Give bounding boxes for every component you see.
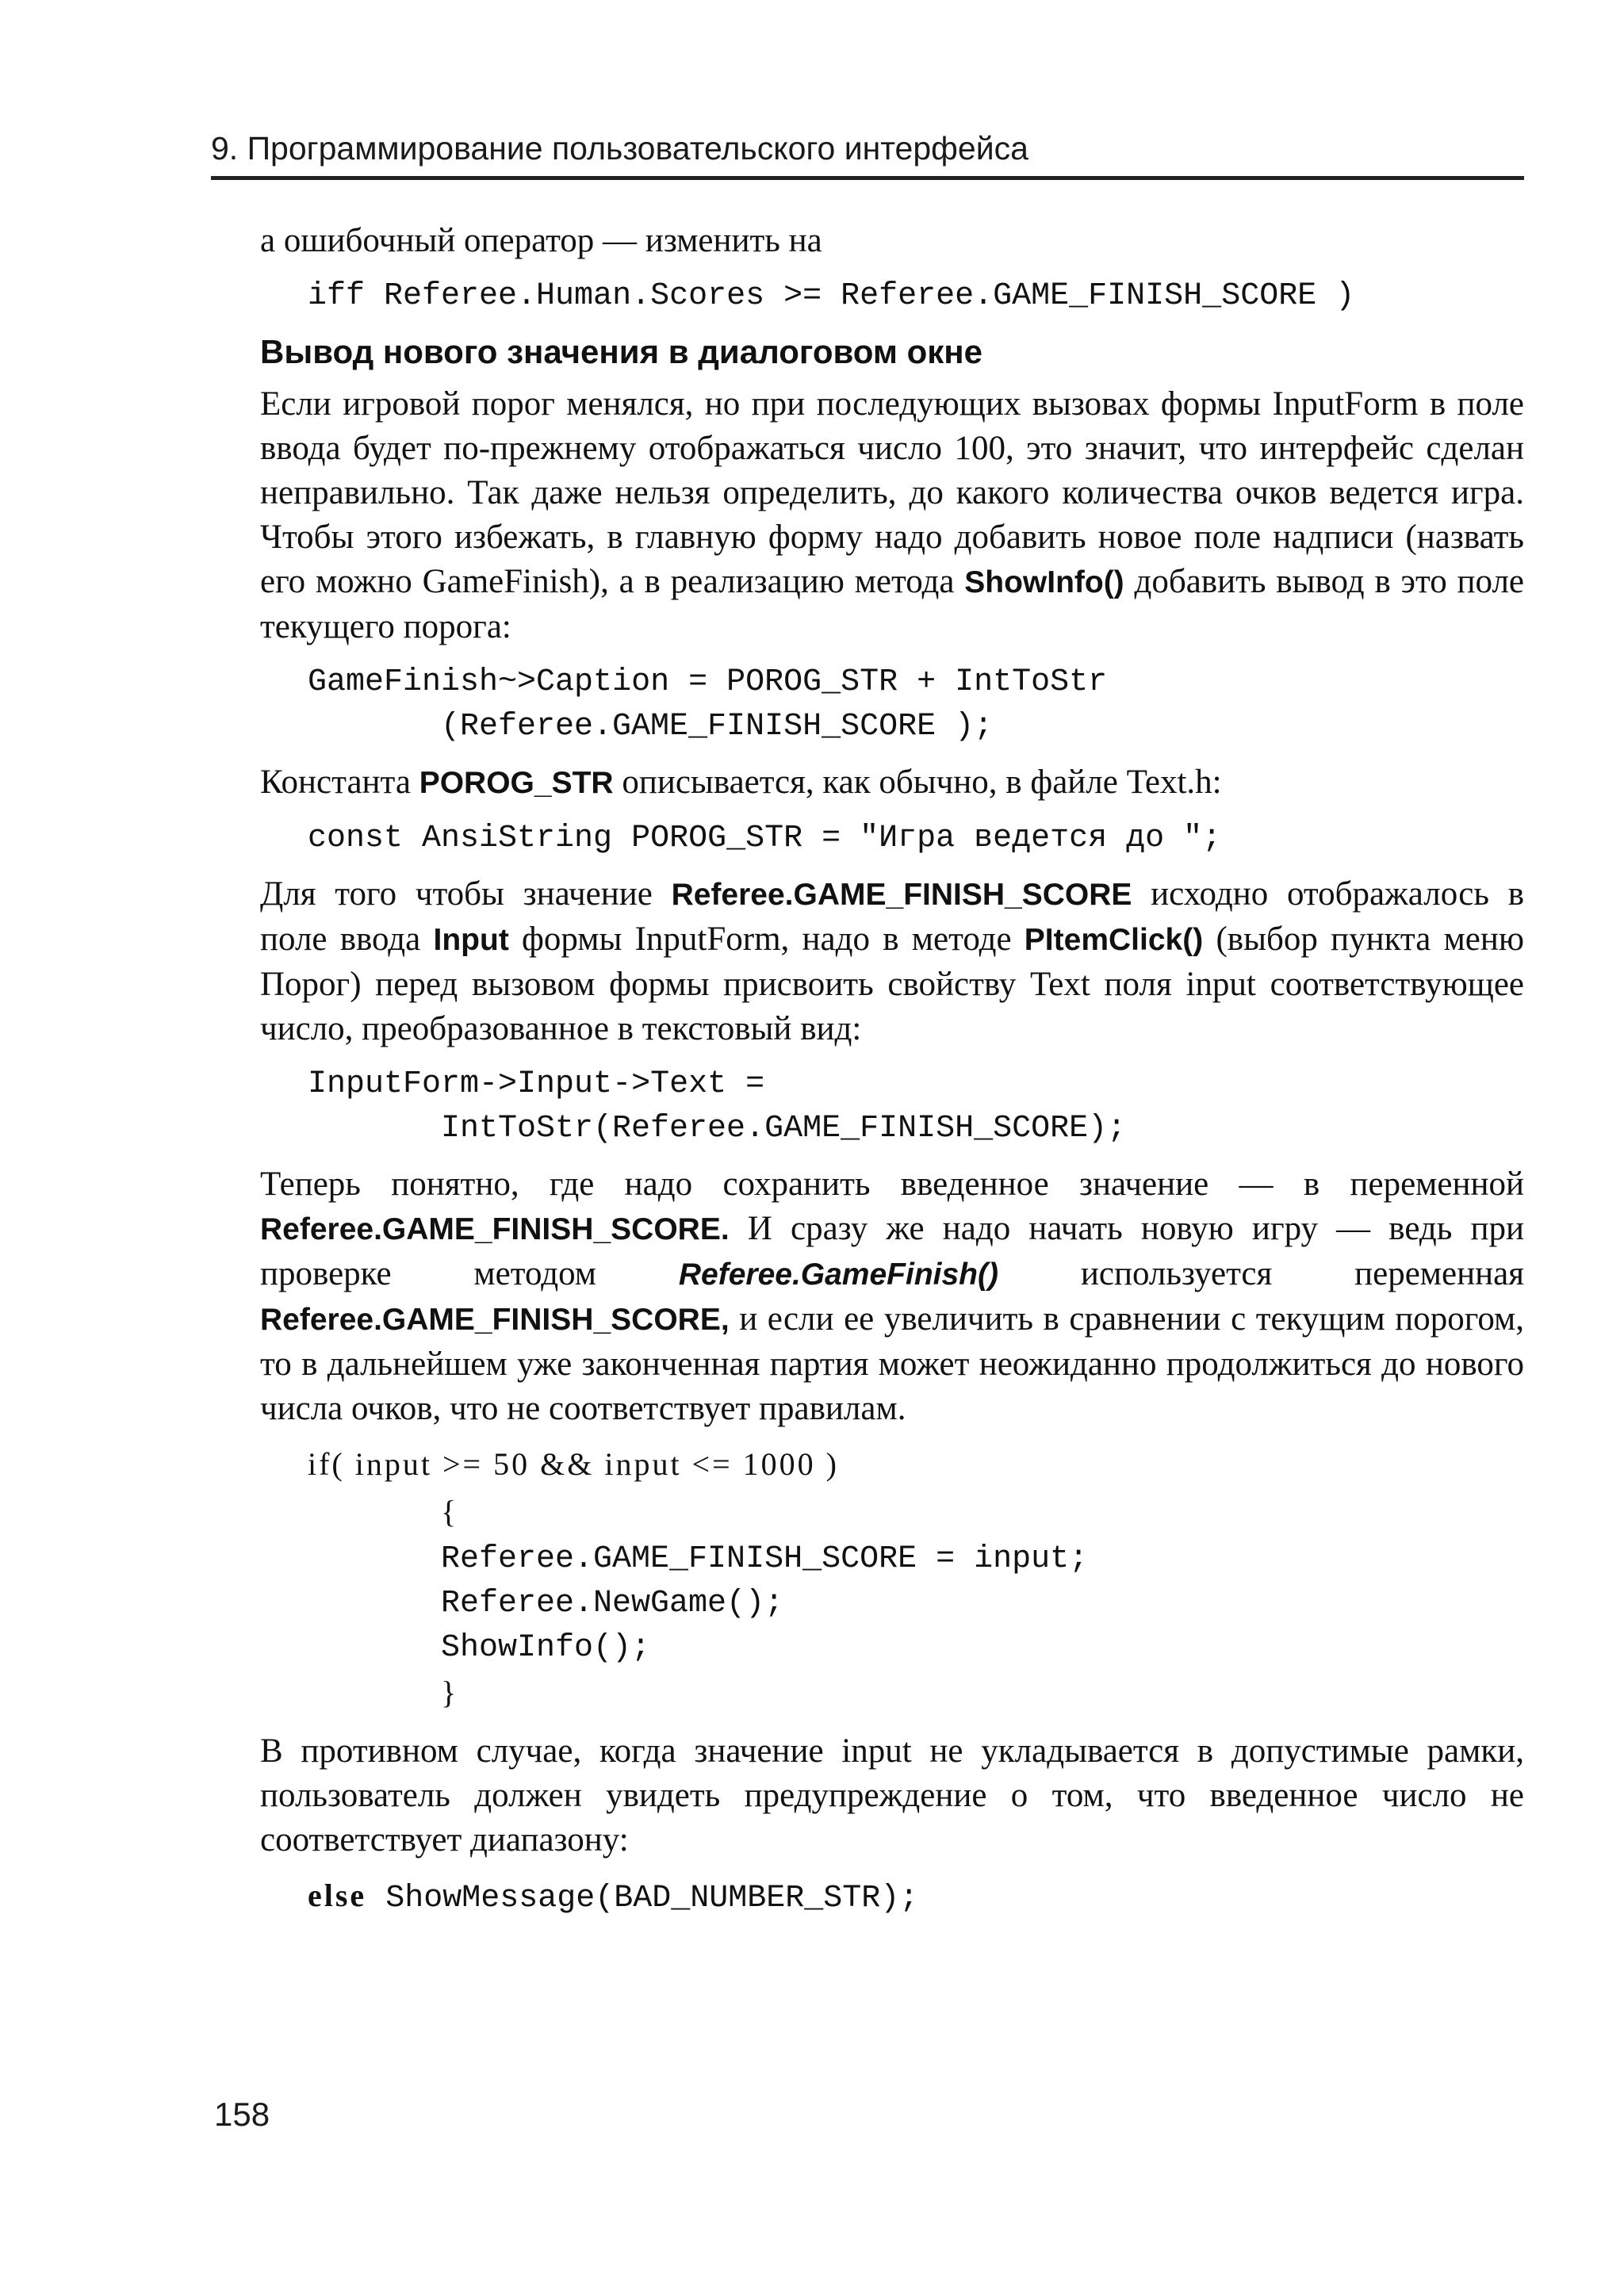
- code-caption: [260, 660, 1524, 749]
- text-run: (выбор пункта меню Порог) перед вызовом формы присвоить свойству Text поля input соответствующее число, преобразованное в текстовый вид:: [260, 921, 1524, 1047]
- paragraph-1: [260, 382, 1524, 649]
- code-line: ShowInfo();: [441, 1630, 651, 1666]
- text-run: Константа: [260, 764, 419, 801]
- code-line: const AnsiString POROG_STR = "Игра ведется до ";: [308, 821, 1222, 856]
- variable-name: Referee.GAME_FINISH_SCORE,: [260, 1303, 730, 1337]
- header-rule: [211, 176, 1524, 180]
- page-content: [260, 219, 1524, 1932]
- code-line: ShowMessage(BAD_NUMBER_STR);: [366, 1881, 919, 1916]
- section-title: Вывод нового значения в диалоговом окне: [260, 333, 982, 370]
- code-line: Referee.NewGame();: [441, 1586, 784, 1621]
- text-run: и если ее увеличить в сравнении с текущим порогом, то в дальнейшем уже законченная партия может неожиданно продолжиться до нового числа очков, что не соответствует правилам.: [260, 1300, 1524, 1427]
- paragraph-5: В противном случае, когда значение input не укладывается в допустимые рамки, пользователь должен увидеть предупреждение о том, что введенное число не соответствует диапазону:: [260, 1732, 1524, 1859]
- paragraph-2: [260, 760, 1524, 806]
- code-line: IntToStr(Referee.GAME_FINISH_SCORE);: [441, 1111, 1127, 1146]
- code-line: iff Referee.Human.Scores >= Referee.GAME_FINISH_SCORE ): [308, 278, 1355, 314]
- constant-name: POROG_STR: [419, 766, 614, 800]
- paragraph-3: [260, 872, 1524, 1051]
- field-name: Input: [433, 923, 509, 957]
- code-line: }: [441, 1675, 459, 1710]
- code-line: (Referee.GAME_FINISH_SCORE );: [441, 709, 994, 745]
- method-name: PItemClick(): [1024, 923, 1204, 957]
- variable-name: Referee.GAME_FINISH_SCORE: [671, 878, 1132, 912]
- code-else: [260, 1874, 1524, 1921]
- intro-paragraph: а ошибочный оператор — изменить на: [260, 222, 822, 259]
- code-line: {: [441, 1494, 459, 1529]
- code-line: if( input >= 50 && input <= 1000 ): [308, 1446, 839, 1482]
- text-run: добавить вывод в это поле текущего порога:: [260, 563, 1524, 645]
- code-line: Referee.GAME_FINISH_SCORE = input;: [441, 1541, 1089, 1577]
- text-run: используется переменная: [998, 1255, 1524, 1292]
- code-input: [260, 1062, 1524, 1151]
- page-number: 158: [214, 2096, 270, 2133]
- code-line: InputForm->Input->Text =: [308, 1066, 765, 1102]
- text-run: Для того чтобы значение: [260, 875, 672, 913]
- text-run: описывается, как обычно, в файле Text.h:: [613, 764, 1222, 801]
- text-run: Если игровой порог менялся, но при последующих вызовах формы InputForm в поле ввода будет по-прежнему отображаться число 100, это значит, что интерфейс сделан неправильно. Так даже нельзя определить, до какого количества очков ведется игра. Чтобы этого избежать, в главную форму надо добавить новое поле надписи (назвать его можно GameFinish), а в реализацию метода: [260, 385, 1524, 600]
- code-if-fix: [260, 274, 1524, 319]
- code-keyword: else: [308, 1878, 367, 1913]
- text-run: исходно отображалось в поле ввода: [260, 875, 1524, 958]
- text-run: формы InputForm, надо в методе: [508, 921, 1025, 958]
- variable-name: Referee.GAME_FINISH_SCORE.: [260, 1212, 730, 1246]
- text-run: Теперь понятно, где надо сохранить введенное значение — в переменной: [260, 1166, 1524, 1203]
- running-header: 9. Программирование пользовательского интерфейса: [211, 130, 1028, 167]
- text-run: И сразу же надо начать новую игру — ведь при проверке методом: [260, 1210, 1524, 1292]
- method-name: ShowInfo(): [964, 565, 1124, 599]
- paragraph-4: [260, 1162, 1524, 1431]
- code-line: GameFinish~>Caption = POROG_STR + IntToStr: [308, 664, 1108, 700]
- method-name: Referee.GameFinish(): [678, 1258, 998, 1292]
- code-const: [260, 817, 1524, 861]
- code-if: [260, 1442, 1524, 1718]
